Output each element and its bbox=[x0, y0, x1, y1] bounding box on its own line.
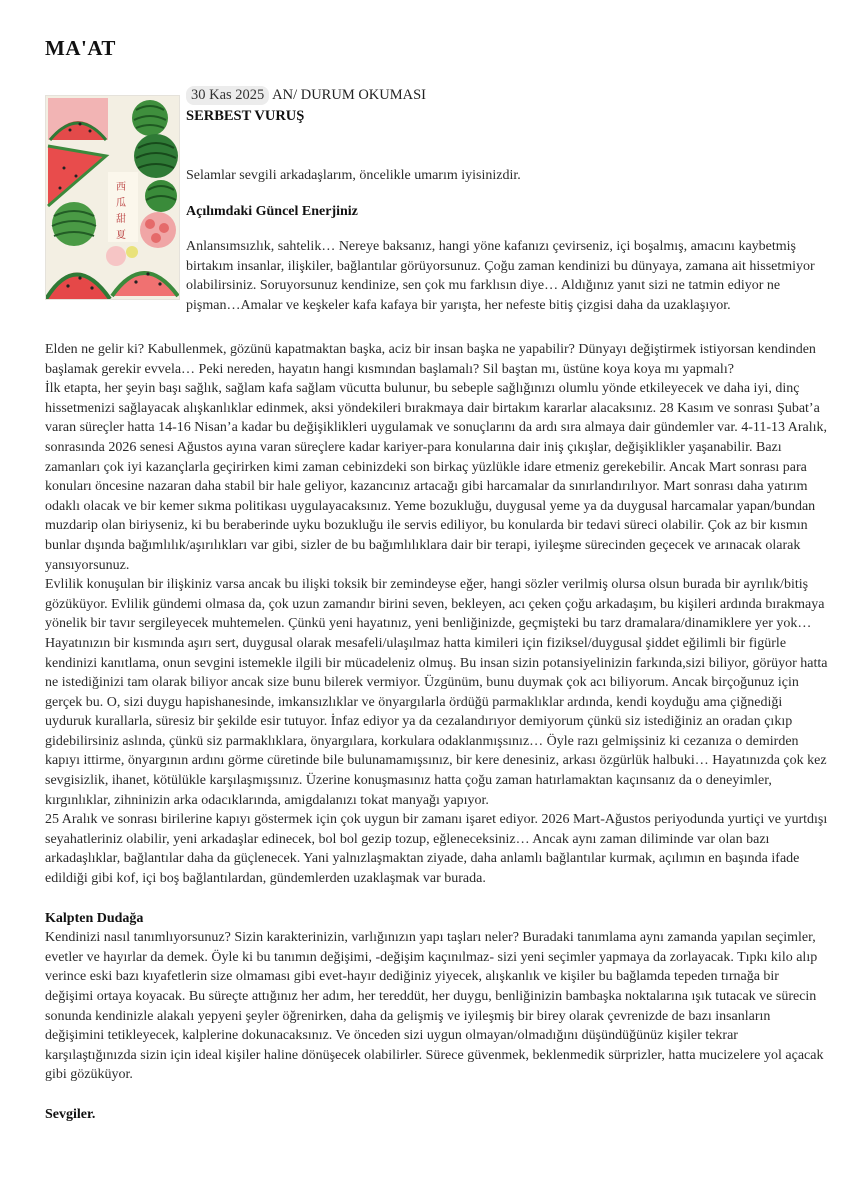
intro-section bbox=[186, 166, 826, 315]
brand-logo[interactable]: MA'AT bbox=[45, 36, 116, 60]
section-heading-kalpten: Kalpten Dudağa bbox=[45, 910, 144, 926]
post-category[interactable]: AN/ DURUM OKUMASI bbox=[272, 87, 427, 103]
cover-image bbox=[45, 95, 180, 300]
watermelon-collage-icon bbox=[46, 96, 179, 299]
body-paragraph: Elden ne gelir ki? Kabullenmek, gözünü kapatmaktan başka, aciz bir insan başka ne yapabilir? Dünyayı değiştirmek istiyorsan kendinden başlamak gerekir evvela… Peki nereden, hayatın hangi kısmından başlamalı? Sil baştan mı, üstüne koya koya mı yapmalı? bbox=[45, 342, 816, 377]
svg-text:瓜: 瓜 bbox=[116, 198, 126, 209]
svg-text:夏: 夏 bbox=[116, 230, 126, 241]
svg-text:西: 西 bbox=[116, 182, 126, 193]
signoff: Sevgiler. bbox=[45, 1106, 96, 1122]
post-header bbox=[186, 86, 826, 126]
body-paragraph: İlk etapta, her şeyin başı sağlık, sağlam kafa sağlam vücutta bulunur, bu sebeple sağlığınızı olumlu yönde etkileyecek ve daha iyi, dinç hissetmenizi sağlayacak alışkanlıklar edinmek, aksi yöndekileri bırakmaya dair birtakım kararlar alacaksınız. 28 Kasım ve sonrası Şubat’a varan süreçler hatta 14-16 Nisan’a kadar bu değişiklikleri uygulamak ve sonuçlarını da ardı sıra almaya dair gündemler var. 4-11-13 Aralık, sonrasında 2026 senesi Ağustos ayına varan süreçlere kadar kariyer-para konularına dair iniş çıkışlar, değişiklikler yaşanabilir. Bazı zamanları çok iyi kazançlarla geçirirken kimi zaman cebinizdeki son birkaç yüzlükle idare etmeniz gerekebilir. Ancak Mart sonrası para konuları öncesine nazaran daha stabil bir hale geliyor, kazancınız artacağı gibi harcamalar da sınırlandırılıyor. Mart sonrası daha yatırım odaklı olacak ve bir kemer sıkma politikası uygulayacaksınız. Yeme bozukluğu, duygusal yeme ya da duygusal harcamalar yapan/bundan muzdarip olan biriyseniz, ki bu beraberinde uyku bozukluğu ile servis ediliyor, bu konularda bir tedavi süreci olabilir. Çok az bir kısmın bunlar dışında bağımlılık/aşırılıkları var gibi, sizler de bu bağımlılıklara dair bir terapi, iyileşme sürecinden geçecek ve arınacak olarak yansıyorsunuz. bbox=[45, 381, 828, 573]
article-body bbox=[45, 340, 828, 1125]
body-paragraph: Evlilik konuşulan bir ilişkiniz varsa ancak bu ilişki toksik bir zemindeyse eğer, hangi sözler verilmiş olursa olsun burada bir ayrılık/bitiş gözüküyor. Evlilik gündemi olmasa da, çok uzun zamandır birini seven, bekleyen, acı çeken çoğu arkadaşım, bu kişileri ardında bırakmaya yönelik bir tavır sergileyecek muhtemelen. Çünkü yeni hayatınız, yeni benliğinizde, geçmişteki bu tarz dramalara/dinamiklere yer yok… bbox=[45, 577, 825, 632]
greeting: Selamlar sevgili arkadaşlarım, öncelikle umarım iyisinizdir. bbox=[186, 168, 521, 183]
body-paragraph: 25 Aralık ve sonrası birilerine kapıyı göstermek için çok uygun bir zamanı işaret ediyor. 2026 Mart-Ağustos periyodunda yurtiçi ve yurtdışı seyahatleriniz olabilir, yeni arkadaşlar edinecek, bol bol gezip tozup, eğleneceksiniz… Ancak aynı zaman diliminde var olan bazı arkadaşlıklar, bağlantılar daha da güçlenecek. Yani yalnızlaşmaktan ziyade, daha anlamlı bağlantılar kurmak, açılımın en başında ifade edildiği gibi kof, içi boş bağlantılardan, gündemlerden uzaklaşmak var burada. bbox=[45, 812, 828, 887]
post-date: 30 Kas 2025 bbox=[186, 86, 269, 105]
post-title: SERBEST VURUŞ bbox=[186, 108, 305, 124]
section2-paragraph: Kendinizi nasıl tanımlıyorsunuz? Sizin karakterinizin, varlığınızın yapı taşları neler? Buradaki tanımlama aynı zamanda yapılan seçimler, evetler ve hayırlar da demek. Öyle ki bu tanımın değişimi, -değişim kaçınılmaz- sizi yeni seçimler yapmaya da zorlayacak. Tıpkı kilo alıp verince eski bazı kıyafetlerin size olmaması gibi evet-hayır dediğiniz yiyecek, alışkanlık ve kişiler bu bağlamda tepeden tırnağa bir değişimi ortaya koyacak. Bu süreçte attığınız her adım, her tereddüt, her duygu, benliğinizin bambaşka noktalarına ışık tutacak ve sürecin sonunda kendinizle alakalı yepyeni şeyler öğrenirken, daha da gelişmiş ve iyileşmiş bir birey olarak çevrenizde de bazı insanların değişimini tetikleyecek, kalplerine dokunacaksınız. Ve önceden sizi uygun olmayan/olmadığını düşündüğünüz kişiler tekrar karşılaştığınızda sizin için ideal kişiler haline dönüşecek olabilirler. Sürece güvenmek, beklenmedik sürprizler, hatta mucizelere yol açacak gibi gözüküyor. bbox=[45, 930, 824, 1083]
post-meta bbox=[186, 86, 826, 105]
lead-paragraph: Anlansımsızlık, sahtelik… Nereye baksanız, hangi yöne kafanızı çevirseniz, içi boşalmış, amacını kaybetmiş birtakım insanlar, ilişkiler, bağlantılar görüyorsunuz. Çoğu zaman kendinizi bu dünyaya, zamana ait hissetmiyor olabilirsiniz. Soruyorsunuz kendinize, sen çok mu farklısın diye… Aldığınız yanıt sizi ne tatmin ediyor ne pişman…Amalar ve keşkeler kafa kafaya bir yarışta, her nefeste bitiş çizgisi daha da uzaklaşıyor. bbox=[186, 239, 815, 313]
body-paragraph: Hayatınızın bir kısmında aşırı sert, duygusal olarak mesafeli/ulaşılmaz hatta kimileri için fiziksel/duygusal şiddet eğilimli bir figürle kendinizi kanıtlama, onun sevgini istemekle ilgili bir mücadeleniz olmuş. Bu insan sizin potansiyelinizin farkında,sizi biliyor, görüyor hatta ne istediğinizi tam olarak biliyor ancak size bunu bilerek vermiyor. Üzgünüm, bunu duymak çok acı biliyorum. Ancak birçoğunuz için gerçek bu. O, sizi duygu hapishanesinde, imkansızlıklar ve önyargılarla ördüğü parmaklıklar ardında, kendi koyduğu ama çiğnediği uyduruk kurallarla, süresiz bir şekilde esir tutuyor. İnfaz ediyor ya da cezalandırıyor demiyorum çünkü siz istediğiniz an oradan çıkıp gidebilirsiniz aslında, çünkü siz parmaklıklara, önyargılara, korkulara odaklanmışsınız… Öyle razı gelmişsiniz ki cezanıza o demirden kapıyı ittirme, önyargının ardını görme cüretinde bile bulunamamışsınız, bir kere denesiniz, arkası özgürlük halbuki… Hayatınızda çok kez sevgisizlik, ihanet, kötülükle karşılaşmışsınız. Üzerine konuşmasınız hatta çoğu zaman hatırlamaktan kaçınsanız da o deneyimler, kırgınlıklar, zihninizin arka odacıklarında, amigdalanızı tokat manyağı yapıyor. bbox=[45, 635, 828, 808]
section-heading-energy: Açılımdaki Güncel Enerjiniz bbox=[186, 203, 358, 219]
svg-text:甜: 甜 bbox=[116, 214, 126, 225]
